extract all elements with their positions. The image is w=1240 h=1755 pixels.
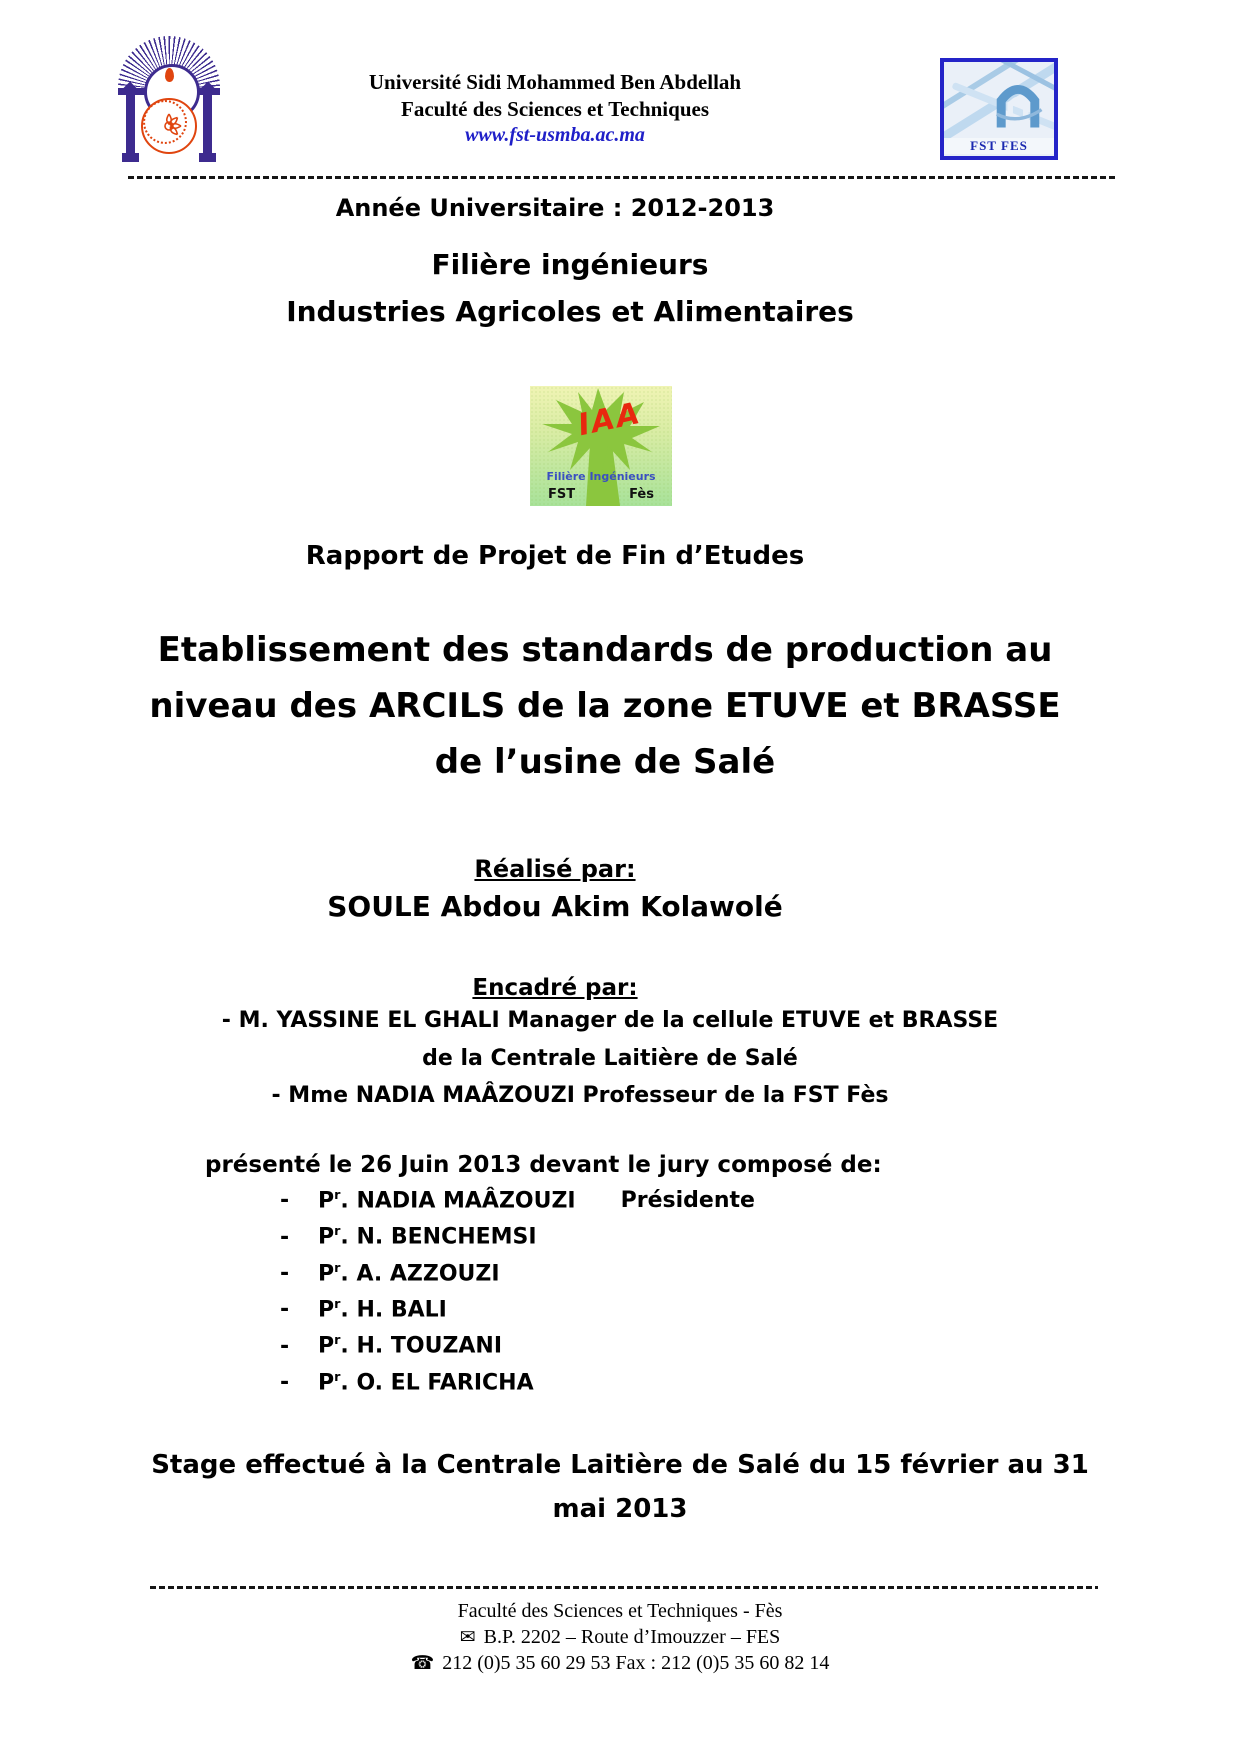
academic-year: Année Universitaire : 2012-2013 <box>335 194 775 222</box>
internship-line2: mai 2013 <box>552 1494 688 1524</box>
jury-member-name: $P^r$. O. EL FARICHA <box>318 1369 534 1395</box>
footer-phone <box>0 1652 1240 1675</box>
jury-bullet: - <box>280 1297 290 1323</box>
emblem-column-left <box>126 95 135 155</box>
footer-divider <box>150 1586 1098 1589</box>
footer-address <box>0 1626 1240 1649</box>
program-line2: Industries Agricoles et Alimentaires <box>286 295 854 328</box>
supervisor-line3: - Mme NADIA MAÂZOUZI Professeur de la FST Fès <box>271 1083 889 1108</box>
jury-bullet: - <box>280 1260 290 1286</box>
footer-address-text: B.P. 2202 – Route d’Imouzzer – FES <box>483 1626 781 1648</box>
envelope-icon: ✉ <box>459 1627 476 1648</box>
jury-member <box>280 1370 755 1395</box>
jury-member-name: $P^r$. H. TOUZANI <box>318 1333 503 1359</box>
jury-bullet: - <box>280 1369 290 1395</box>
jury-member <box>280 1188 755 1213</box>
jury-member <box>280 1261 755 1286</box>
iaa-subtitle: Filière Ingénieurs <box>546 470 656 483</box>
fst-logo-text: FST FES <box>944 138 1054 154</box>
website-link[interactable]: www.fst-usmba.ac.ma <box>465 124 645 146</box>
jury-list <box>280 1188 755 1395</box>
jury-bullet: - <box>280 1224 290 1250</box>
jury-member <box>280 1333 755 1358</box>
iaa-fes-label: Fès <box>629 487 654 502</box>
jury-member-role: Présidente <box>620 1188 755 1214</box>
fst-logo-arch <box>990 76 1046 132</box>
supervisors-label: Encadré par: <box>472 975 638 1001</box>
jury-bullet: - <box>280 1188 290 1214</box>
emblem-finial <box>165 68 174 82</box>
report-title <box>60 622 1150 790</box>
iaa-logo <box>530 386 672 506</box>
supervisor-line1: - M. YASSINE EL GHALI Manager de la cellule ETUVE et BRASSE <box>221 1008 999 1033</box>
program-title <box>0 241 1140 335</box>
title-line2: niveau des ARCILS de la zone ETUVE et BRASSE <box>149 686 1061 726</box>
program-line1: Filière ingénieurs <box>431 248 709 281</box>
iaa-acronym: IAA <box>575 395 645 444</box>
emblem-calligraphy <box>154 111 184 141</box>
jury-member <box>280 1297 755 1322</box>
report-type: Rapport de Projet de Fin d’Etudes <box>305 541 805 571</box>
author-name: SOULE Abdou Akim Kolawolé <box>327 890 783 923</box>
jury-bullet: - <box>280 1333 290 1359</box>
jury-member-name: $P^r$. A. AZZOUZI <box>318 1260 500 1286</box>
university-name: Université Sidi Mohammed Ben Abdellah <box>368 70 742 94</box>
jury-member-name: $P^r$. H. BALI <box>318 1296 447 1323</box>
fst-fes-logo <box>940 58 1058 160</box>
phone-icon: ☎ <box>410 1653 435 1674</box>
author-section-label: Réalisé par: <box>474 855 636 883</box>
jury-member-name: $P^r$. NADIA MAÂZOUZI <box>318 1188 576 1214</box>
iaa-fst-label: FST <box>548 487 576 502</box>
jury-member <box>280 1224 755 1249</box>
internship-line1: Stage effectué à la Centrale Laitière de Salé du 15 février au 31 <box>151 1450 1089 1480</box>
footer-phone-text: 212 (0)5 35 60 29 53 Fax : 212 (0)5 35 60 82 14 <box>442 1652 830 1674</box>
supervisor-line2: de la Centrale Laitière de Salé <box>422 1046 798 1071</box>
jury-intro: présenté le 26 Juin 2013 devant le jury composé de: <box>205 1152 882 1178</box>
internship-statement <box>0 1443 1240 1531</box>
footer-faculty: Faculté des Sciences et Techniques - Fès <box>457 1600 783 1622</box>
faculty-name: Faculté des Sciences et Techniques <box>401 97 709 121</box>
header-divider <box>128 176 1118 179</box>
emblem-column-right <box>203 95 212 155</box>
jury-member-name: $P^r$. N. BENCHEMSI <box>318 1224 537 1250</box>
title-line1: Etablissement des standards de production au <box>157 630 1053 670</box>
emblem-seal <box>141 98 197 154</box>
university-emblem-logo <box>118 36 220 166</box>
title-line3: de l’usine de Salé <box>434 742 776 782</box>
